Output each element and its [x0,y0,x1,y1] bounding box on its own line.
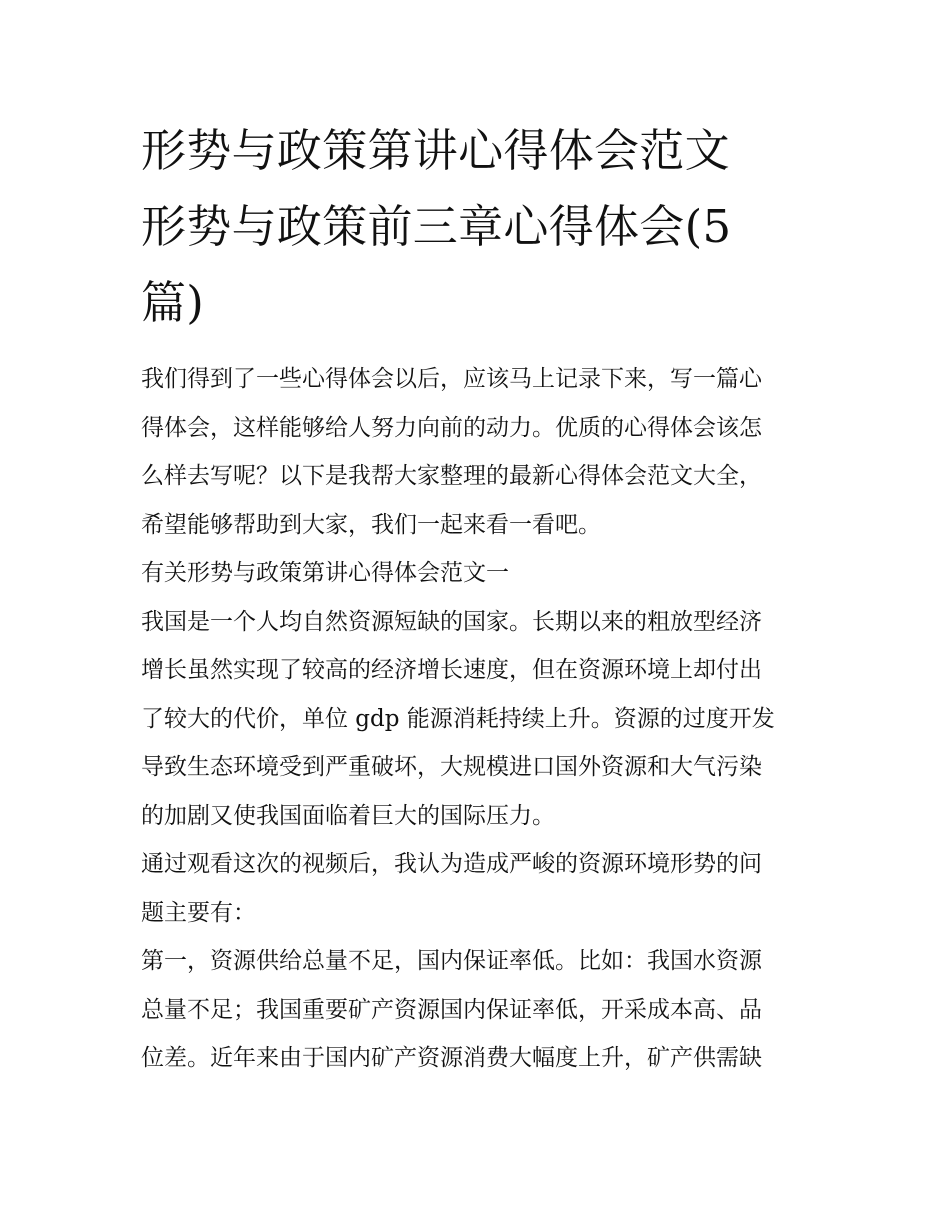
text-line: 有关形势与政策第讲心得体会范文一 [141,560,509,586]
text-line: 我们得到了一些心得体会以后，应该马上记录下来，写一篇心 [141,366,762,392]
text-line: 的加剧又使我国面临着巨大的国际压力。 [141,802,555,829]
document-body [141,355,813,1083]
text-line: 我国是一个人均自然资源短缺的国家。长期以来的粗放型经济 [141,608,762,635]
text-line: 位差。近年来由于国内矿产资源消费大幅度上升，矿产供需缺 [141,1045,762,1071]
text-line: 增长虽然实现了较高的经济增长速度，但在资源环境上却付出 [141,657,762,683]
text-line: 通过观看这次的视频后，我认为造成严峻的资源环境形势的问 [141,851,762,877]
text-line: 得体会，这样能够给人努力向前的动力。优质的心得体会该怎 [141,414,762,441]
title-line: 篇) [141,276,205,329]
intro-paragraph [141,355,813,549]
text-line: 希望能够帮助到大家，我们一起来看一看吧。 [141,511,601,538]
body-paragraph [141,598,813,841]
text-line: 导致生态环境受到严重破坏，大规模进口国外资源和大气污染 [141,754,762,780]
document-content [141,113,813,1083]
body-paragraph [141,937,813,1083]
text-line: 了较大的代价，单位 gdp 能源消耗持续上升。资源的过度开发 [141,705,775,732]
section-heading [141,549,813,598]
title-line: 形势与政策前三章心得体会(5 [141,200,732,253]
text-line: 题主要有： [141,899,256,926]
document-title [141,113,813,341]
text-line: 总量不足；我国重要矿产资源国内保证率低，开采成本高、品 [141,996,762,1023]
title-line: 形势与政策第讲心得体会范文 [141,124,730,177]
text-line: 第一，资源供给总量不足，国内保证率低。比如：我国水资源 [141,948,762,974]
body-paragraph [141,840,813,937]
text-line: 么样去写呢？以下是我帮大家整理的最新心得体会范文大全， [141,463,762,489]
